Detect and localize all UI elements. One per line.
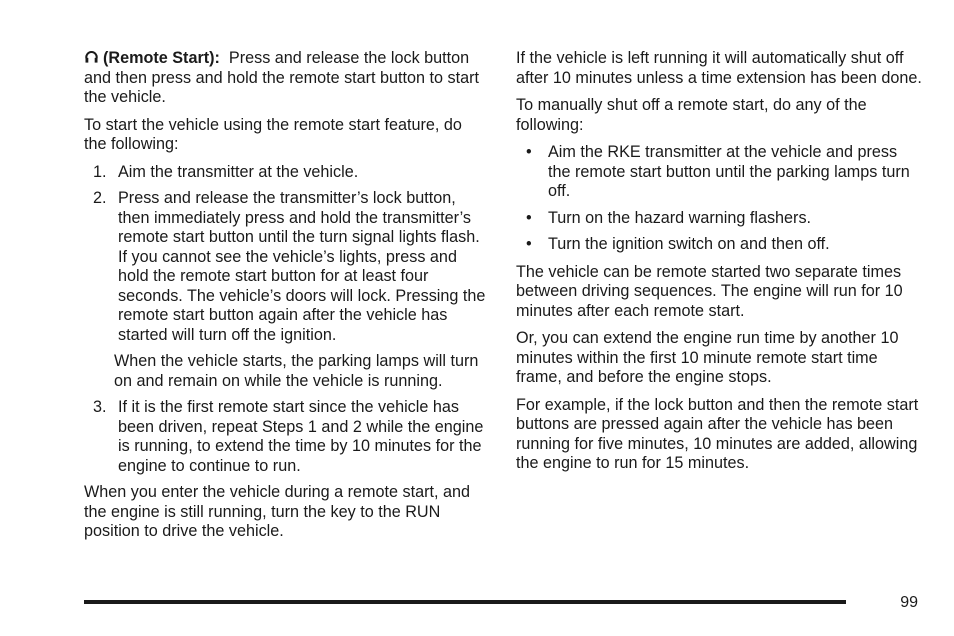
paragraph-enter-vehicle: When you enter the vehicle during a remote start, and the engine is still running, turn the key to the RUN position to drive the vehicle. — [84, 483, 471, 540]
bullet-text: Turn the ignition switch on and then off. — [548, 235, 830, 253]
step-text: Press and release the transmitter’s lock button, then immediately press and hold the transmitter’s remote start button until the turn signal lights flash. If you cannot see the vehicle’s lights, press and hold the remote start button for at least four seconds. The vehicle’s doors will lock. Pressing the remote start button again after the vehicle has started will turn off the ignition. — [118, 189, 486, 344]
step-text: Aim the transmitter at the vehicle. — [118, 162, 359, 181]
start-steps-list-continued — [84, 398, 486, 476]
paragraph-extend-time: Or, you can extend the engine run time by another 10 minutes within the first 10 minute remote start time frame, and before the engine stops. — [516, 329, 899, 386]
remote-start-icon — [84, 49, 99, 64]
start-steps-list — [84, 163, 486, 346]
step-number: 3. — [93, 398, 107, 416]
step-text: If it is the first remote start since the vehicle has been driven, repeat Steps 1 and 2 while the engine is running, to extend the time by 10 minutes for the engine to continue to run. — [118, 398, 484, 475]
list-item — [516, 235, 922, 255]
list-item — [516, 209, 922, 229]
bullet-text: Aim the RKE transmitter at the vehicle and press the remote start button until the parking lamps turn off. — [548, 143, 910, 200]
step-number: 2. — [93, 189, 107, 207]
paragraph-how-to-start: To start the vehicle using the remote start feature, do the following: — [84, 115, 462, 153]
list-item — [516, 143, 922, 202]
remote-start-text: Press and release the lock button and then press and hold the remote start button to start the vehicle. — [84, 49, 480, 106]
step-number: 1. — [93, 162, 107, 181]
right-column — [516, 49, 922, 482]
remote-start-title: (Remote Start): — [103, 49, 220, 67]
bullet-text: Turn on the hazard warning flashers. — [548, 208, 812, 227]
bullet-icon: • — [526, 143, 532, 161]
left-column — [84, 49, 486, 550]
remote-start-intro — [84, 49, 486, 108]
list-item — [84, 189, 486, 345]
footer-rule — [84, 600, 846, 604]
bullet-icon: • — [526, 235, 532, 253]
bullet-icon: • — [526, 208, 532, 227]
list-item — [84, 398, 486, 476]
step-2-note: When the vehicle starts, the parking lamps will turn on and remain on while the vehicle is running. — [114, 352, 479, 390]
list-item — [84, 163, 486, 183]
paragraph-auto-shutoff: If the vehicle is left running it will automatically shut off after 10 minutes unless a time extension has been done. — [516, 49, 922, 87]
shutoff-bullets-list — [516, 143, 922, 255]
paragraph-manual-shutoff: To manually shut off a remote start, do any of the following: — [516, 96, 867, 134]
page-number: 99 — [900, 594, 918, 611]
paragraph-example: For example, if the lock button and then the remote start buttons are pressed again after the vehicle has been running for five minutes, 10 minutes are added, allowing the engine to run for 15 minutes. — [516, 395, 919, 472]
paragraph-two-starts: The vehicle can be remote started two separate times between driving sequences. The engine will run for 10 minutes after each remote start. — [516, 262, 903, 320]
